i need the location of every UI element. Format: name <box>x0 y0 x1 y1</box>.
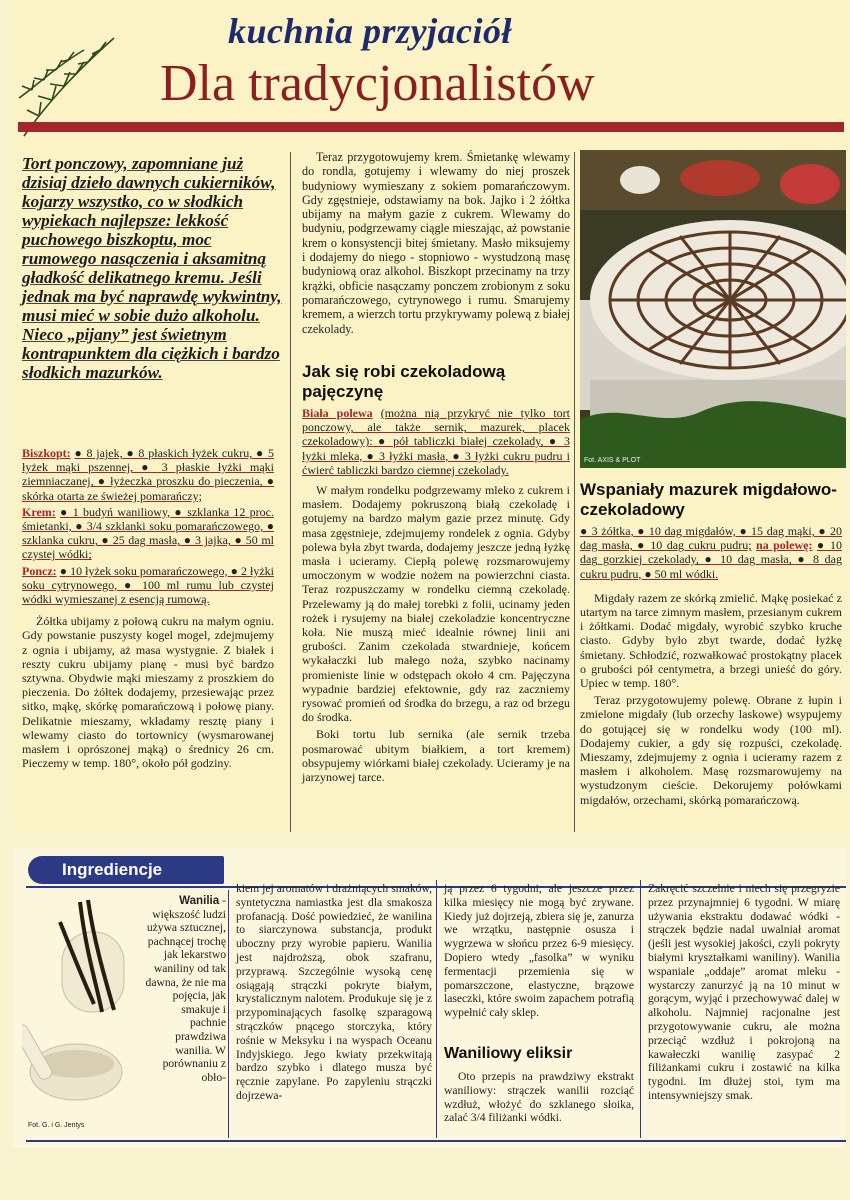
kicker-heading: kuchnia przyjaciół <box>228 11 513 51</box>
vanilla-col4-text: Zakręcić szczelnie i niech się przegryzie przez przynajmniej 6 tygodni. W miarę używania ekstraktu dodawać wódki - strączek będzie nadal uwalniał aromat (jeśli jest wysokiej jakości, czyli pokryty białymi kryształkami waniliny). Wanilia wspaniale „oddaje” aromat mleku - wystarczy zanurzyć ją na 10 minut w gorącym, wyjąć i przechowywać dalej w alkoholu. Najmniej racjonalne jest przygotowywanie cukru, ale można przeciąć wzdłuż i pokrojoną na kawałeczki wanilię zasypać 2 filiżankami cukru i zostawić na kilka tygodni. Im dłużej stoi, tym ma intensywniejszy smak. <box>648 882 840 1102</box>
column-divider <box>574 152 575 832</box>
krem-method <box>302 150 570 339</box>
vanilla-col3-text: ją przez 6 tygodni, ale jeszcze przez kilka miesięcy nie mogą być zrywane. Kiedy już dojrzeją, zbiera się je, zanurza we wrzątku, następnie osusza i wygrzewa w słońcu przez 6-9 miesięcy. Dopiero wtedy „fasolka” w wyniku fermentacji przemienia się w pomarszczone, elastyczne, brązowe laseczki, które swoim zapachem potrafią wypełnić cały sklep. <box>444 882 634 1020</box>
eliksir-subhead: Waniliowy eliksir <box>444 1045 573 1062</box>
page-title: Dla tradycjonalistów <box>160 55 595 112</box>
eliksir-intro <box>444 1070 634 1128</box>
cake-illustration <box>580 150 846 468</box>
box-bottom-rule <box>26 1140 846 1142</box>
box-column-divider <box>436 880 437 1138</box>
poncz-label: Poncz: <box>22 563 57 578</box>
polewa-label: Biała polewa <box>302 406 373 420</box>
title-rule <box>18 122 844 132</box>
krem-label: Krem: <box>22 504 56 519</box>
tort-ingredients <box>22 446 274 773</box>
column-divider <box>290 152 291 832</box>
box-column-divider <box>640 880 641 1138</box>
box-photo-credit: Fot. G. i G. Jentys <box>28 1122 85 1129</box>
biszkopt-label: Biszkopt: <box>22 446 71 460</box>
cobweb-method-paragraph: W małym rondelku podgrzewamy mleko z cukrem i masłem. Dodajemy pokruszoną białą czekoladę i gotujemy na bardzo małym gazie przez minutę. Gdy masa zgęstnieje, zdejmujemy rondelek z ognia. Gdyby polewa była zbyt twarda, dodajemy jeszcze jedną łyżkę masła i ucieramy. Ciepłą polewę rozsmarowujemy umoczonym w wodzie nożem na powierzchni ciasta. Teraz rozpuszczamy w rondelku ciemną czekoladę. Przelewamy ją do małej torebki z folii, ucinamy jeden rożek i rysujemy na białej czekoladzie koncentryczne koła. Nie muszą mieć idealnie równej linii ani grubości. Zanim czekolada stwardnieje, końcem wykałaczki lub małego noża, szybko nacinamy promieniste linie w odstępach około 4 cm. Pajęczyna wypadnie bardziej efektownie, gdy raz zaczniemy rysować promień od środka do brzegu, a raz od brzegu do środka. <box>302 483 570 725</box>
poncz-ingredients: ● 10 łyżek soku pomarańczowego, ● 2 łyżki soku cytrynowego, ● 100 ml rumu lub czystej wódki wymieszanej z esencją rumową. <box>22 563 274 607</box>
photo-credit: Fot. AXIS & PLOT <box>584 457 641 464</box>
vanilla-col2 <box>236 882 432 1106</box>
cobweb-subhead: Jak się robi czekoladową pajęczynę <box>302 362 506 401</box>
ingredients-tab: Ingrediencje <box>28 856 224 884</box>
mazurek-polewa-paragraph: Teraz przygotowujemy polewę. Obrane z łupin i zmielone migdały (lub orzechy laskowe) wsypujemy do gotującej się w rondelku wody (100 ml). Dodajemy cukier, a gdy się rozpuści, czekoladę. Mieszamy, zdejmujemy z ognia i ucieramy razem z masłem i alkoholem. Masę rozsmarowujemy na wystudzonym cieście. Dekorujemy połówkami migdałów, orzechami, skórką pomarańczową. <box>580 693 842 807</box>
mazurek-method-paragraph: Migdały razem ze skórką zmielić. Mąkę posiekać z utartym na tarce zimnym masłem, przesianym cukrem i żółtkami. Dodać migdały, wyrobić szybko kruche ciasto. Gdyby było zbyt twarde, dodać łyżkę śmietany. Schłodzić, rozwałkować prostokątny placek o grubości pół centymetra, a brzegi unieść do góry. Upiec w temp. 180°. <box>580 590 842 691</box>
vanilla-label: Wanilia <box>179 894 220 907</box>
mazurek-section <box>580 524 842 810</box>
box-column-divider <box>228 890 229 1138</box>
mazurek-ingredients: ● 3 żółtka, ● 10 dag migdałów, ● 15 dag mąki, ● 20 dag masła, ● 10 dag cukru pudru; <box>580 524 842 553</box>
eliksir-intro-text: Oto przepis na prawdziwy ekstrakt waniliowy: strączek wanilii rozciąć wzdłuż, włożyć do szklanego słoika, zalać 3/4 filiżanki wódki. <box>444 1070 634 1125</box>
cobweb-sides-paragraph: Boki tortu lub sernika (ale sernik trzeba posmarować ubitym białkiem, a tort kremem) obsypujemy wiórkami białej czekolady. Ucieramy je na jarzynowej tarce. <box>302 727 570 785</box>
krem-method-paragraph: Teraz przygotowujemy krem. Śmietankę wlewamy do rondla, gotujemy i wlewamy do niej proszek budyniowy wymieszany z sokiem pomarańczowym. Gdy zgęstnieje, odstawiamy na bok. Jajko i 2 żółtka ubijamy na małym gazie z cukrem. Wlewamy do budyniu, podgrzewamy ciągle mieszając, aż powstanie krem o konsystencji bitej śmietany. Masło miksujemy i dodajemy do niego - stopniowo - wystudzoną masę budyniową oraz alkohol. Biszkopt przecinamy na trzy krążki, obficie nasączamy ponczem zrobionym z soku pomarańczowego, cytrynowego i rumu. Smarujemy kremem, a wierzch tortu przykrywamy polewą z białej czekolady. <box>302 150 570 336</box>
vanilla-mortar-illustration <box>22 892 142 1124</box>
lead-paragraph: Tort ponczowy, zapomniane już dzisiaj dzieło dawnych cukierników, kojarzy wszystko, co w słodkich wypiekach najlepsze: lekkość puchowego biszkoptu, moc rumowego nasączenia i aksamitną gładkość delikatnego kremu. Jeśli jednak ma być naprawdę wykwintny, musi mieć w sobie dużo alkoholu. Nieco „pijany” jest świetnym kontrapunktem dla ciężkich i bardzo słodkich mazurków. <box>22 154 282 382</box>
cake-photo <box>580 150 846 468</box>
krem-ingredients: ● 1 budyń waniliowy, ● szklanka 12 proc. śmietanki, ● 3/4 szklanki soku pomarańczowego, ● szklanka cukru, ● 25 dag masła, ● 3 jajka, ● 50 ml czystej wódki; <box>22 504 275 562</box>
mazurek-polewa-label: na polewę: <box>756 538 813 553</box>
tort-method-paragraph: Żółtka ubijamy z połową cukru na małym ogniu. Gdy powstanie puszysty kogel mogel, zdejmujemy z ognia i ubijamy, aż masa wystygnie. Z białek i reszty cukru ubijamy pianę - musi być bardzo sztywna. Obydwie mąki mieszamy z proszkiem do pieczenia. Do żółtek dodajemy, przesiewając przez sitko, mąkę, skórkę pomarańczową i połowę piany. Delikatnie mieszamy, wkładamy resztę piany i wlewamy ciasto do tortownicy (wysmarowanej masłem i oprószonej mąką) o średnicy 26 cm. Pieczemy w temp. 180°, około pół godziny. <box>22 614 274 771</box>
vanilla-intro <box>144 894 226 1087</box>
polewa-ingredients: (można nią przykryć nie tylko tort ponczowy, ale także sernik, mazurek, placek czekoladowy): ● pół tabliczki białej czekolady, ● 3 łyżki mleka, ● 3 łyżki masła, ● 3 łyżki cukru pudru i ćwierć tabliczki bardzo ciemnej czekolady. <box>302 406 571 477</box>
vanilla-col3 <box>444 882 634 1023</box>
vanilla-col2-text: kiem jej aromatów i drażniących smaków, syntetyczna namiastka jest dla smakosza profanacją. Dość powiedzieć, że wanilina to siarczynowa substancja, produkt uboczny przy wyrobie papieru. Wanilia jest najdroższą, obok szafranu, przyprawą. Szczególnie wysoką cenę osiągają strączki pokryte białym, krystalicznym nalotem. Produkuje się je z przypominających fasolkę szparagową strączków pnącego storczyka, który rośnie w Meksyku i na wyspach Oceanu Indyjskiego. Jego kwiaty przekwitają bardzo szybko i dlatego musza być ręcznie zapylane. Po zapyleniu strączki dojrzewa- <box>236 882 432 1102</box>
mazurek-subhead: Wspaniały mazurek migdałowo-czekoladowy <box>580 480 837 519</box>
mazurek-polewa-ingredients: ● 10 dag gorzkiej czekolady, ● 10 dag masła, ● 8 dag cukru pudru, ● 50 ml wódki. <box>580 538 843 581</box>
vanilla-col4 <box>648 882 840 1106</box>
biszkopt-ingredients: ● 8 jajek, ● 8 płaskich łyżek cukru, ● 5 łyżek mąki pszennej, ● 3 płaskie łyżki mąki ziemniaczanej, ● łyżeczka proszku do pieczenia, ● skórka otarta ze świeżej pomarańczy; <box>22 446 274 503</box>
cobweb-section <box>302 406 570 787</box>
vanilla-intro-text: - większość ludzi używa sztucznej, pachnącej trochę jak lekarstwo waniliny od tak dawna, że nie ma pojęcia, jak smakuje i pachnie prawdziwa wanilia. W porównaniu z obło- <box>145 894 226 1084</box>
